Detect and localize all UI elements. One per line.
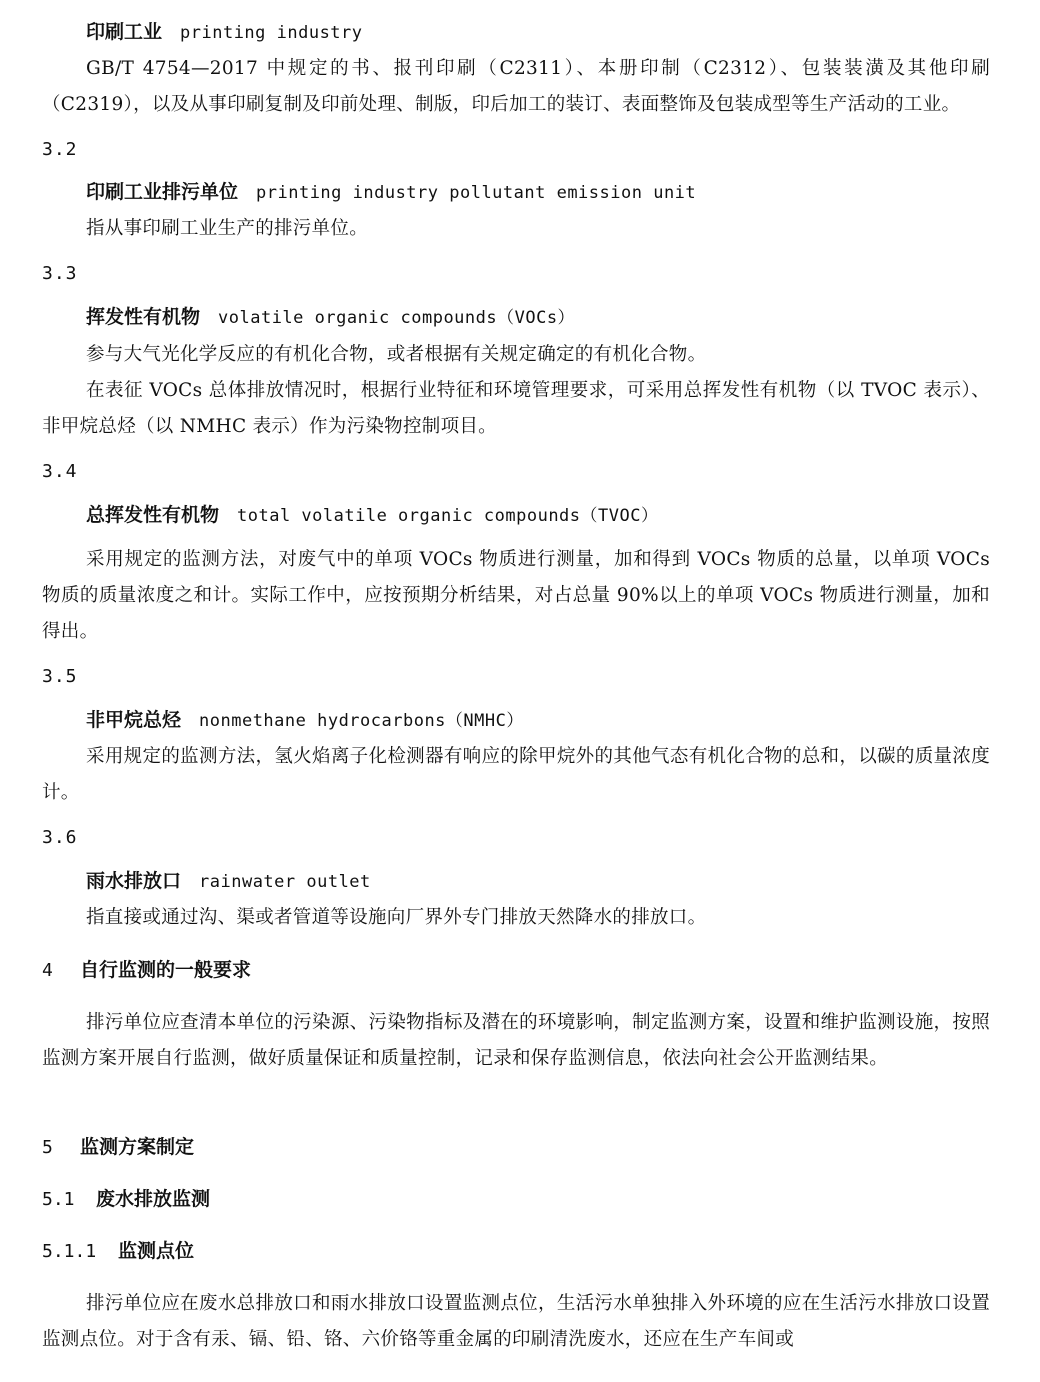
chapter-heading: 4 自行监测的一般要求 (42, 959, 252, 981)
definition-paragraph: 采用规定的监测方法，对废气中的单项 VOCs 物质进行测量，加和得到 VOCs 物质的总量，以单项 VOCs 物质的质量浓度之和计。实际工作中，应按预期分析结果，对占总量 90%以上的单项 VOCs 物质进行测量，加和得出。 (42, 549, 990, 642)
clause-number: 3.2 (42, 139, 78, 160)
chapter-paragraph: 排污单位应查清本单位的污染源、污染物指标及潜在的环境影响，制定监测方案，设置和维护监测设施，按照监测方案开展自行监测，做好质量保证和质量控制，记录和保存监测信息，依法向社会公开监测结果。 (42, 1012, 990, 1069)
definition-paragraph: 参与大气光化学反应的有机化合物，或者根据有关规定确定的有机化合物。 (86, 344, 707, 365)
subsection-heading: 5.1.1 监测点位 (42, 1240, 195, 1262)
subsection-paragraph: 排污单位应在废水总排放口和雨水排放口设置监测点位，生活污水单独排入外环境的应在生活污水排放口设置监测点位。对于含有汞、镉、铅、铬、六价铬等重金属的印刷清洗废水，还应在生产车间或 (42, 1293, 990, 1350)
term-heading: 雨水排放口 rainwater outlet (86, 870, 371, 892)
term-heading: 挥发性有机物 volatile organic compounds（VOCs） (86, 306, 576, 328)
term-heading: 印刷工业 printing industry (86, 21, 363, 43)
section-heading: 5.1 废水排放监测 (42, 1188, 211, 1210)
term-heading: 总挥发性有机物 total volatile organic compounds（TVOC） (86, 504, 659, 526)
clause-number: 3.5 (42, 666, 78, 687)
definition-paragraph: 指直接或通过沟、渠或者管道等设施向厂界外专门排放天然降水的排放口。 (86, 907, 707, 928)
term-heading: 非甲烷总烃 nonmethane hydrocarbons（NMHC） (86, 709, 524, 731)
clause-number: 3.4 (42, 461, 78, 482)
clause-number: 3.3 (42, 263, 78, 284)
chapter-heading: 5 监测方案制定 (42, 1136, 195, 1158)
term-heading: 印刷工业排污单位 printing industry pollutant emission unit (86, 181, 697, 203)
definition-paragraph: 采用规定的监测方法，氢火焰离子化检测器有响应的除甲烷外的其他气态有机化合物的总和，以碳的质量浓度计。 (42, 746, 990, 803)
note-paragraph: 在表征 VOCs 总体排放情况时，根据行业特征和环境管理要求，可采用总挥发性有机物（以 TVOC 表示）、非甲烷总烃（以 NMHC 表示）作为污染物控制项目。 (42, 380, 990, 437)
definition-paragraph: GB/T 4754—2017 中规定的书、报刊印刷（C2311）、本册印制（C2312）、包装装潢及其他印刷（C2319），以及从事印刷复制及印前处理、制版，印后加工的装订、表面整饰及包装成型等生产活动的工业。 (42, 58, 990, 115)
definition-paragraph: 指从事印刷工业生产的排污单位。 (86, 218, 369, 239)
clause-number: 3.6 (42, 827, 78, 848)
